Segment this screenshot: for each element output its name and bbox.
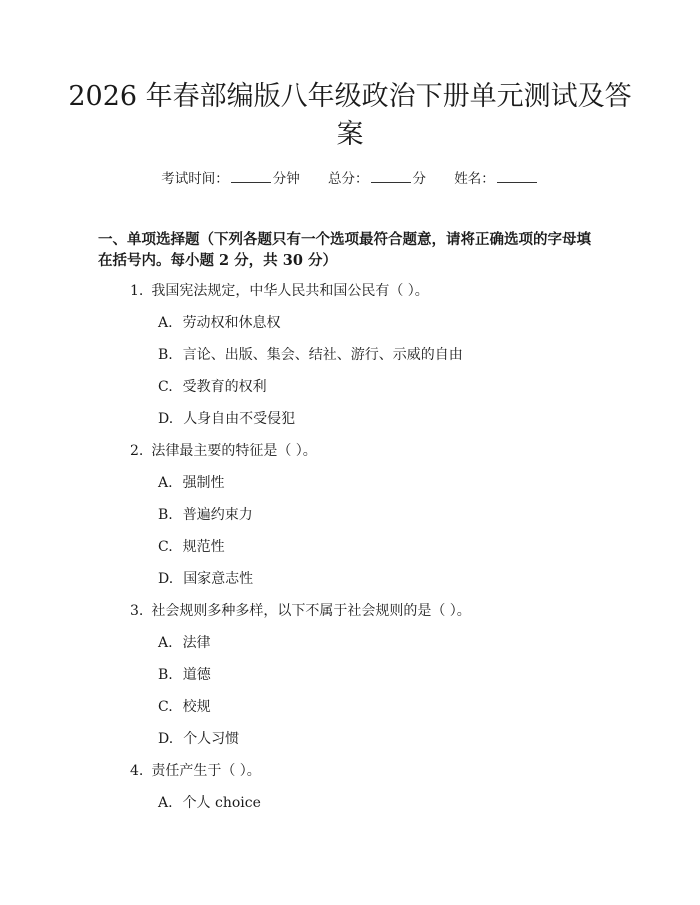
option-text: 校规 bbox=[182, 699, 211, 715]
exam-time-blank bbox=[231, 168, 271, 183]
option-text: 道德 bbox=[182, 667, 211, 683]
option-text: 个人习惯 bbox=[183, 731, 240, 747]
question-text: 法律最主要的特征是（ ）。 bbox=[151, 443, 317, 459]
option-letter: D. bbox=[158, 571, 174, 587]
option-text: 法律 bbox=[182, 635, 211, 651]
option-letter: B. bbox=[158, 347, 173, 363]
option-2b bbox=[158, 505, 253, 525]
student-name-blank bbox=[497, 168, 537, 183]
exam-time-label: 考试时间： bbox=[161, 171, 229, 187]
option-letter: B. bbox=[158, 667, 173, 683]
option-1b bbox=[158, 345, 463, 365]
option-letter: A. bbox=[158, 795, 173, 811]
question-text: 我国宪法规定，中华人民共和国公民有（ ）。 bbox=[151, 283, 429, 299]
exam-time-field bbox=[161, 168, 300, 189]
question-1 bbox=[130, 281, 429, 301]
total-score-field bbox=[328, 168, 426, 189]
option-text: 个人 choice bbox=[182, 795, 261, 811]
question-number: 4. bbox=[130, 763, 144, 779]
option-letter: A. bbox=[158, 635, 173, 651]
option-text: 强制性 bbox=[182, 475, 225, 491]
total-score-blank bbox=[371, 168, 411, 183]
document-title: 2026 年春部编版八年级政治下册单元测试及答案 bbox=[68, 81, 632, 150]
option-text: 普遍约束力 bbox=[182, 507, 253, 523]
question-number: 1. bbox=[130, 283, 144, 299]
question-number: 2. bbox=[130, 443, 144, 459]
option-2d bbox=[158, 569, 253, 589]
option-text: 受教育的权利 bbox=[182, 379, 267, 395]
option-letter: A. bbox=[158, 315, 173, 331]
option-text: 劳动权和休息权 bbox=[182, 315, 281, 331]
option-letter: D. bbox=[158, 731, 174, 747]
option-1c bbox=[158, 377, 267, 397]
total-score-label: 总分： bbox=[328, 171, 369, 187]
option-1d bbox=[158, 409, 295, 429]
option-text: 言论、出版、集会、结社、游行、示威的自由 bbox=[182, 347, 463, 363]
question-2 bbox=[130, 441, 317, 461]
question-number: 3. bbox=[130, 603, 144, 619]
section-heading: 一、单项选择题（下列各题只有一个选项最符合题意，请将正确选项的字母填在括号内。每小题 2 分，共 30 分） bbox=[98, 231, 591, 269]
question-text: 社会规则多种多样，以下不属于社会规则的是（ ）。 bbox=[151, 603, 471, 619]
option-text: 规范性 bbox=[182, 539, 225, 555]
option-3b bbox=[158, 665, 211, 685]
option-2a bbox=[158, 473, 225, 493]
option-3d bbox=[158, 729, 239, 749]
option-3a bbox=[158, 633, 211, 653]
option-2c bbox=[158, 537, 225, 557]
student-name-field bbox=[454, 168, 539, 189]
option-letter: B. bbox=[158, 507, 173, 523]
option-letter: A. bbox=[158, 475, 173, 491]
option-letter: C. bbox=[158, 379, 173, 395]
option-text: 人身自由不受侵犯 bbox=[183, 411, 296, 427]
question-text: 责任产生于（ ）。 bbox=[151, 763, 261, 779]
option-3c bbox=[158, 697, 211, 717]
option-4a bbox=[158, 793, 261, 813]
question-4 bbox=[130, 761, 261, 781]
option-letter: C. bbox=[158, 539, 173, 555]
option-letter: C. bbox=[158, 699, 173, 715]
student-name-label: 姓名： bbox=[454, 171, 495, 187]
option-text: 国家意志性 bbox=[183, 571, 254, 587]
option-1a bbox=[158, 313, 281, 333]
option-letter: D. bbox=[158, 411, 174, 427]
exam-time-unit: 分钟 bbox=[272, 171, 300, 187]
exam-info-line bbox=[0, 168, 700, 189]
question-3 bbox=[130, 601, 471, 621]
total-score-unit: 分 bbox=[412, 171, 426, 187]
